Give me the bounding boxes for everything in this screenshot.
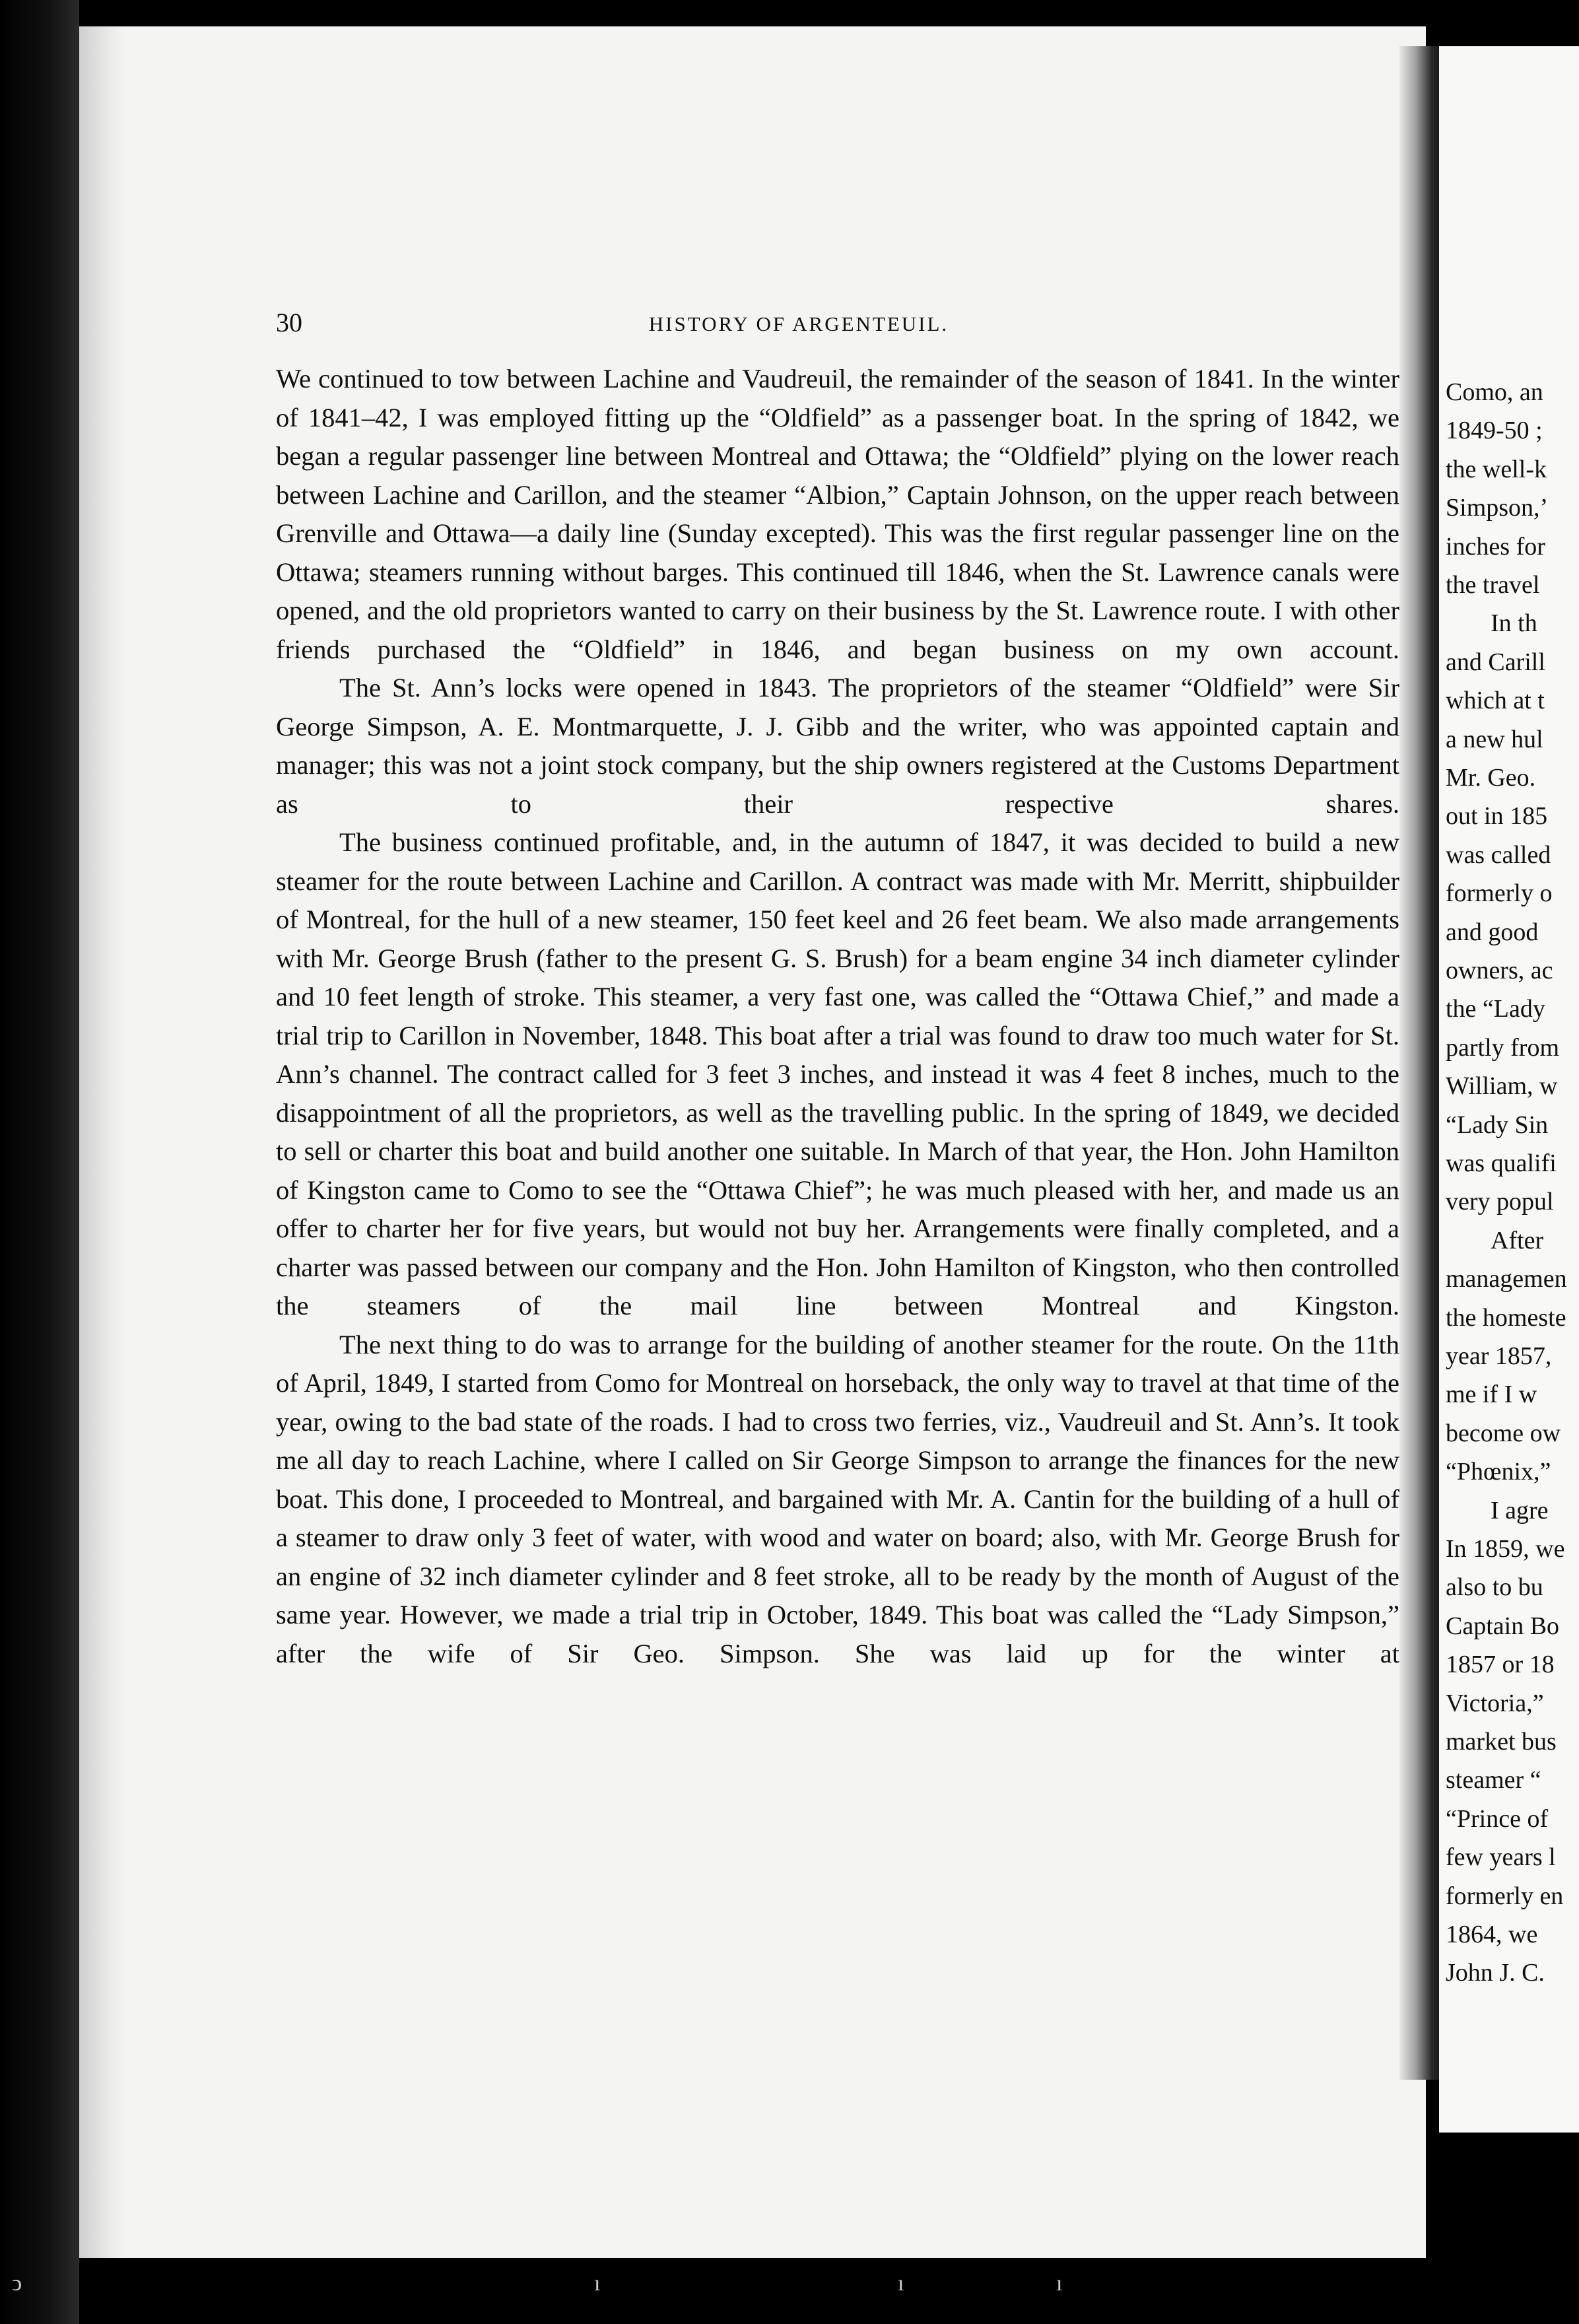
facing-page-line: year 1857, xyxy=(1446,1342,1552,1370)
facing-page-line: few years l xyxy=(1446,1843,1556,1872)
facing-page-line: become ow xyxy=(1446,1419,1561,1447)
facing-page-line: “Prince of xyxy=(1446,1804,1549,1833)
scan-footer-marks xyxy=(0,2265,1579,2324)
facing-page-line: formerly o xyxy=(1446,879,1553,908)
paragraph-1: We continued to tow between Lachine and Vaudreuil, the remainder of the season of 1841. In the winter of 1841–42, I was employed fitting up the “Oldfield” as a passenger boat. In the spring of 1842, we began a regular passenger line between Montreal and Ottawa; the “Oldfield” plying on the lower reach between Lachine and Carillon, and the steamer “Albion,” Captain Johnson, on the upper reach between Grenville and Ottawa—a daily line (Sunday excepted). This was the first regular passenger line on the Ottawa; steamers running without barges. This continued till 1846, when the St. Lawrence canals were opened, and the old proprietors wanted to carry on their business by the St. Lawrence route. I with other friends purchased the “Oldfield” in 1846, and began business on my own account. xyxy=(276,364,1399,664)
facing-page-line: and good xyxy=(1446,918,1539,946)
facing-page-line: In 1859, we xyxy=(1446,1535,1565,1563)
paragraph-3: The business continued profitable, and, in the autumn of 1847, it was decided to build a new steamer for the route between Lachine and Carillon. A contract was made with Mr. Merritt, shipbuilder of Montreal, for the hull of a new steamer, 150 feet keel and 26 feet beam. We also made arrangements with Mr. George Brush (father to the present G. S. Brush) for a beam engine 34 inch diameter cylinder and 10 feet length of stroke. This steamer, a very fast one, was called the “Ottawa Chief,” and made a trial trip to Carillon in November, 1848. This boat after a trial was found to draw too much water for St. Ann’s channel. The contract called for 3 feet 3 inches, and instead it was 4 feet 8 inches, much to the disappointment of all the proprietors, as well as the travelling public. In the spring of 1849, we decided to sell or charter this boat and build another one suitable. In March of that year, the Hon. John Hamilton of Kingston came to Como to see the “Ottawa Chief”; he was much pleased with her, and made us an offer to charter her for five years, but would not buy her. Arrangements were finally completed, and a charter was passed between our company and the Hon. John Hamilton of Kingston, who then controlled the steamers of the mail line between Montreal and Kingston. xyxy=(276,827,1399,1320)
facing-page-line: Simpson,’ xyxy=(1446,494,1549,522)
facing-page-line: formerly en xyxy=(1446,1882,1564,1910)
facing-page-line: the “Lady xyxy=(1446,995,1545,1023)
facing-page-line: which at t xyxy=(1446,687,1545,715)
facing-page-line: the well-k xyxy=(1446,455,1547,483)
paragraph-2: The St. Ann’s locks were opened in 1843. The proprietors of the steamer “Oldfield” were Sir George Simpson, A. E. Montmarquette, J. J. Gibb and the writer, who was appointed captain and manager; this was not a joint stock company, but the ship owners registered at the Customs Department as to their respective shares. xyxy=(276,673,1399,819)
facing-page-line: William, w xyxy=(1446,1072,1558,1101)
footer-mark: ı xyxy=(1056,2271,1063,2296)
facing-page-line: 1857 or 18 xyxy=(1446,1651,1555,1679)
facing-page-fragment xyxy=(1439,46,1579,2133)
footer-mark: ı xyxy=(594,2271,601,2296)
facing-page-line: Como, an xyxy=(1446,378,1543,406)
facing-page-line: out in 185 xyxy=(1446,802,1548,831)
facing-page-line: After xyxy=(1491,1226,1544,1254)
page-edge-shading xyxy=(79,26,125,2258)
facing-page-line: was called xyxy=(1446,840,1551,869)
facing-page-line: also to bu xyxy=(1446,1573,1543,1602)
body-text xyxy=(276,360,1399,1673)
facing-page-line: “Lady Sin xyxy=(1446,1111,1549,1139)
facing-page-line: and Carill xyxy=(1446,648,1545,676)
facing-page-line: market bus xyxy=(1446,1728,1557,1756)
footer-mark: ↄ xyxy=(12,2271,22,2296)
facing-page-line: 1849-50 ; xyxy=(1446,417,1543,445)
facing-page-line: steamer “ xyxy=(1446,1766,1541,1794)
running-head: HISTORY OF ARGENTEUIL. xyxy=(648,312,949,335)
facing-page-line: managemen xyxy=(1446,1265,1567,1293)
facing-page-line: me if I w xyxy=(1446,1381,1537,1409)
facing-page-line: inches for xyxy=(1446,532,1545,561)
facing-page-line: Captain Bo xyxy=(1446,1612,1560,1640)
facing-page-line: very popul xyxy=(1446,1188,1554,1216)
paragraph-4: The next thing to do was to arrange for the building of another steamer for the route. On the 11th of April, 1849, I started from Como for Montreal on horseback, the only way to travel at that time of the year, owing to the bad state of the roads. I had to cross two ferries, viz., Vaudreuil and St. Ann’s. It took me all day to reach Lachine, where I called on Sir George Simpson to arrange the finances for the new boat. This done, I proceeded to Montreal, and bargained with Mr. A. Cantin for the building of a hull of a steamer to draw only 3 feet of water, with wood and water on board; also, with Mr. George Brush for an engine of 32 inch diameter cylinder and 8 feet stroke, all to be ready by the month of August of the same year. However, we made a trial trip in October, 1849. This boat was called the “Lady Simpson,” after the wife of Sir Geo. Simpson. She was laid up for the winter at xyxy=(276,1329,1399,1668)
facing-page-line: was qualifi xyxy=(1446,1149,1557,1177)
facing-page-line: I agre xyxy=(1491,1496,1549,1524)
facing-page-line: Victoria,” xyxy=(1446,1689,1544,1717)
facing-page-line: John J. C. xyxy=(1446,1959,1545,1987)
footer-mark: ı xyxy=(898,2271,904,2296)
facing-page-line: the travel xyxy=(1446,571,1540,599)
facing-page-line: Mr. Geo. xyxy=(1446,764,1536,792)
facing-page-line: In th xyxy=(1491,609,1537,638)
facing-page-line: owners, ac xyxy=(1446,957,1553,984)
facing-page-line: partly from xyxy=(1446,1033,1560,1062)
facing-page-line: 1864, we xyxy=(1446,1921,1538,1948)
scan-left-shadow xyxy=(0,0,79,2324)
facing-page-line: “Phœnix,” xyxy=(1446,1458,1551,1486)
facing-page-line: the homeste xyxy=(1446,1303,1566,1332)
page-header xyxy=(198,307,1399,347)
page-number: 30 xyxy=(276,308,302,337)
facing-page-line: a new hul xyxy=(1446,725,1543,753)
